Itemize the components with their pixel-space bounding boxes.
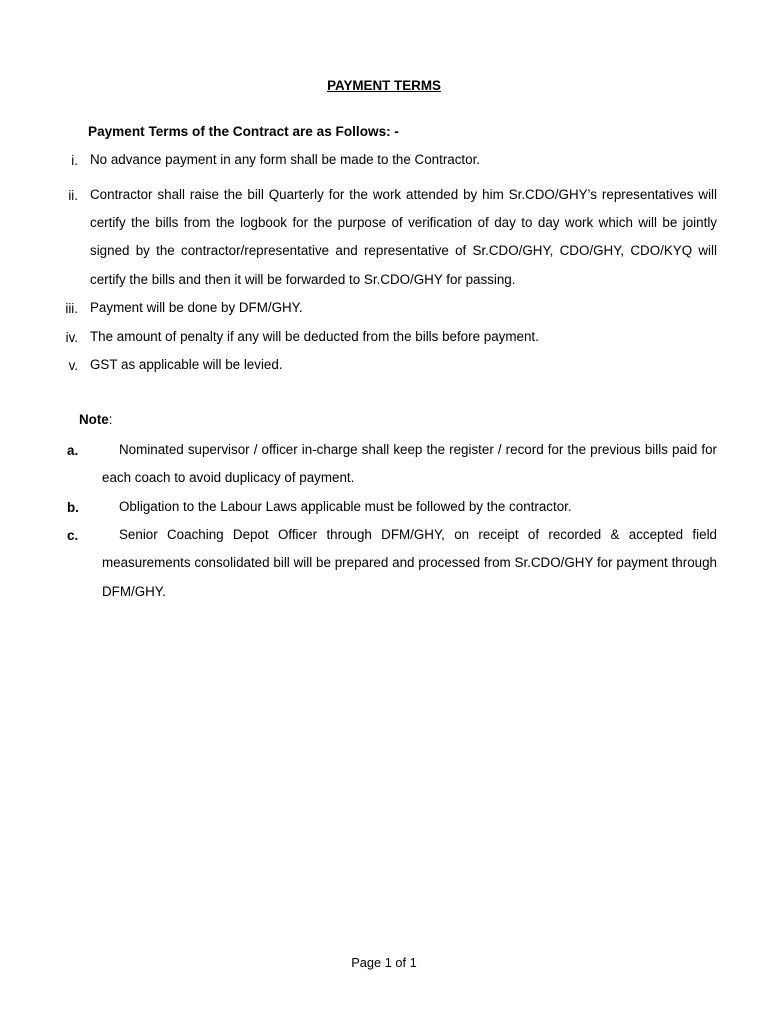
list-item-text: Nominated supervisor / officer in-charge shall keep the register / record for the previous bills paid for each coach to avoid duplicacy of payment.	[102, 442, 717, 486]
page-title: PAYMENT TERMS	[327, 78, 441, 93]
section-subtitle: Payment Terms of the Contract are as Follows: -	[88, 124, 399, 139]
note-colon: :	[108, 412, 113, 427]
list-item-text: Contractor shall raise the bill Quarterly for the work attended by him Sr.CDO/GHY’s representatives will certify the bills from the logbook for the purpose of verification of day to day work which will be jointly signed by the contractor/representative and representative of Sr.CDO/GHY, CDO/GHY, CDO/KYQ will certify the bills and then it will be forwarded to Sr.CDO/GHY for passing.	[90, 187, 717, 287]
list-item-letter: c.	[67, 528, 79, 543]
list-item-text: Obligation to the Labour Laws applicable must be followed by the contractor.	[119, 499, 572, 514]
list-item-text: Payment will be done by DFM/GHY.	[90, 300, 303, 315]
list-item-text: Senior Coaching Depot Officer through DFM/GHY, on receipt of recorded & accepted field measurements consolidated bill will be prepared and processed from Sr.CDO/GHY for payment through DFM/GHY.	[102, 527, 717, 599]
list-item-text: The amount of penalty if any will be deducted from the bills before payment.	[90, 329, 539, 344]
list-item-number: ii.	[68, 188, 78, 203]
page-number-footer: Page 1 of 1	[351, 955, 417, 970]
list-item-text: GST as applicable will be levied.	[90, 357, 283, 372]
list-item-number: iii.	[65, 301, 78, 316]
list-item-letter: a.	[67, 443, 79, 458]
note-label: Note	[79, 412, 109, 427]
note-heading	[79, 412, 113, 427]
list-item-text: No advance payment in any form shall be made to the Contractor.	[90, 152, 481, 167]
list-item-number: v.	[68, 358, 78, 373]
list-item-number: i.	[71, 153, 78, 168]
list-item-letter: b.	[67, 500, 79, 515]
list-item-number: iv.	[65, 330, 78, 345]
